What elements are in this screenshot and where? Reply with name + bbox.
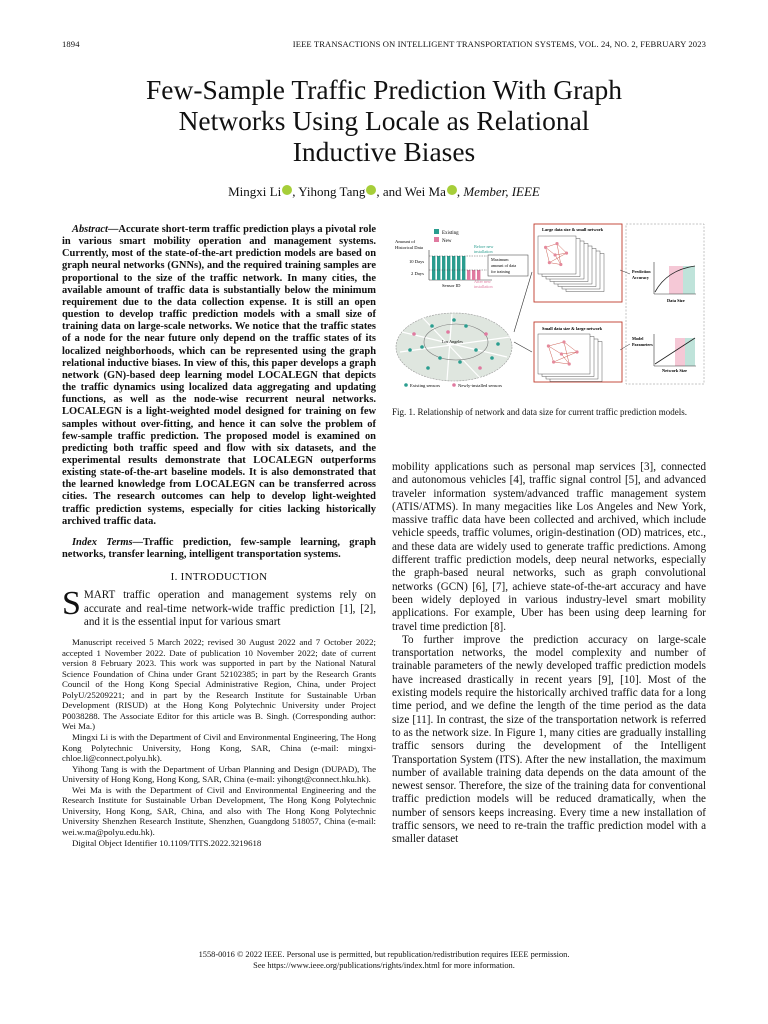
sensor-pin bbox=[474, 348, 478, 352]
y-label: Amount of bbox=[395, 239, 416, 244]
graph-node bbox=[552, 360, 555, 363]
sensor-pin bbox=[420, 345, 424, 349]
bar-existing bbox=[432, 256, 435, 280]
small-data-label: Small data size & large network bbox=[542, 326, 603, 331]
figure-caption: Fig. 1. Relationship of network and data size for current traffic prediction models. bbox=[392, 407, 688, 417]
after-label: installation bbox=[474, 284, 493, 289]
sensor-pin bbox=[464, 324, 468, 328]
doi-line[interactable]: Digital Object Identifier 10.1109/TITS.2022.3219618 bbox=[72, 837, 262, 848]
bar-existing bbox=[452, 256, 455, 280]
max-label: Maximum bbox=[491, 257, 509, 262]
sensor-pin bbox=[438, 356, 442, 360]
bar-new bbox=[467, 270, 470, 280]
data-size-label: Data Size bbox=[667, 298, 685, 303]
author-line: Mingxi Li , Yihong Tang , and Wei Ma , Member, IEEE bbox=[228, 184, 540, 199]
sensor-pin bbox=[430, 324, 434, 328]
graph-layer bbox=[538, 236, 576, 274]
pred-label: Prediction bbox=[632, 269, 651, 274]
sensor-pin bbox=[478, 366, 482, 370]
right-column bbox=[392, 461, 706, 847]
orcid-icon[interactable] bbox=[282, 185, 292, 195]
author-name: , and Wei Ma bbox=[376, 184, 446, 199]
figure-1 bbox=[392, 222, 706, 398]
graph-node bbox=[559, 263, 562, 266]
paragraph: mobility applications such as personal map services [3], connected and autonomous vehicles [4], traffic signal control [5], and advanced traveler information system/advanced traffic management system (ATIS/ATMS). In many megacities like Los Angeles and New York, massive traffic data have been collected and archived, which include vehicle speeds, traffic volumes, origin-destination (OD) matrices, etc., and these data are widely used to generate traffic predictions. Among different traffic prediction models, deep neural networks, especially the graph-based neural networks, such as graph convolutional networks (GCN) [6], [7], achieve state-of-the-art accuracy and have been widely deployed in various industry-level smart mobility applications. For example, Uber has been using deep learning for travel time prediction [8]. bbox=[392, 461, 706, 633]
graph-node bbox=[560, 352, 563, 355]
footnotes bbox=[62, 637, 376, 848]
graph-node bbox=[568, 362, 571, 365]
graph-node bbox=[554, 253, 557, 256]
model-label: Model bbox=[632, 336, 644, 341]
bar-existing bbox=[447, 256, 450, 280]
legend-new: New bbox=[442, 239, 452, 244]
orcid-icon[interactable] bbox=[447, 185, 457, 195]
legend-existing-sensors: Existing sensors bbox=[410, 383, 440, 388]
graph-node bbox=[548, 261, 551, 264]
footnote: Yihong Tang is with the Department of Urban Planning and Design (DUPAD), The University of Hong Kong, Hong Kong, SAR, China (e-mail: yihongt@connect.hku.hk). bbox=[62, 763, 376, 785]
sensor-pin bbox=[446, 330, 450, 334]
paper-title: Few-Sample Traffic Prediction With Graph Networks Using Locale as Relational Inductive Biases bbox=[145, 74, 622, 167]
sensor-pin bbox=[412, 332, 416, 336]
history-bars bbox=[429, 256, 487, 280]
legend-existing-swatch bbox=[434, 229, 439, 234]
footnote: Mingxi Li is with the Department of Civil and Environmental Engineering, The Hong Kong Polytechnic University, Hong Kong, SAR, China (e-mail: mingxi-chloe.li@connect.polyu.hk). bbox=[62, 732, 376, 764]
before-label: installation bbox=[474, 249, 493, 254]
tick-10-days: 10 Days bbox=[409, 259, 425, 264]
drop-cap: S bbox=[62, 585, 81, 623]
abstract: Abstract—Accurate short-term traffic prediction plays a pivotal role in various smart mobility operation and management systems. Currently, most of the state-of-the-art prediction models are based on graph neural networks (GNNs), and the required training samples are proportional to the size of the traffic network. In many cities, the available amount of traffic data is substantially below the minimum requirement due to the data collection expense. It is still an open question to develop traffic prediction models with a small size of training data on large-scale networks. We notice that the traffic states of a node for the near future only depend on the traffic states of its localized neighborhoods, which can be represented using the graph relational inductive biases. In view of this, this paper develops a graph network (GN)-based deep learning model LOCALEGN that depicts the traffic dynamics using localized data aggregating and updating functions, as well as the node-wise recurrent neural networks. LOCALEGN is a light-weighted model designed for training on few samples without over-fitting, and hence it can solve the problem of few-sample traffic prediction. The proposed model is examined on predicting both traffic speed and flow with six datasets, and the experimental results demonstrate that LOCALEGN outperforms existing state-of-the-art baseline models. It is also demonstrated that the learned knowledge from LOCALEGN can be transferred across cities. The research outcomes can help to develop light-weighted traffic prediction systems, especially for cities lacking historically archived traffic data. bbox=[62, 224, 376, 527]
map-label: Los Angeles bbox=[442, 339, 463, 344]
page-number: 1894 bbox=[62, 39, 80, 49]
author-name: Mingxi Li bbox=[228, 184, 282, 199]
pred-label: Accuracy bbox=[632, 275, 649, 280]
max-label: amount of data bbox=[491, 263, 517, 268]
sensor-pin bbox=[426, 366, 430, 370]
bar-existing bbox=[442, 256, 445, 280]
graph-node bbox=[555, 242, 558, 245]
model-label: Parameters bbox=[632, 342, 653, 347]
left-column bbox=[62, 224, 376, 848]
footnote: Wei Ma is with the Department of Civil and Environmental Engineering and the Research Institute for Sustainable Urban Development, The Hong Kong Polytechnic University, Hong Kong, SAR, China, and also with The Hong Kong Polytechnic University Shenzhen Research Institute, Shenzhen, Guangdong 518057, China (e-mail: wei.w.ma@polyu.edu.hk). bbox=[62, 784, 376, 837]
before-label: Before new bbox=[474, 244, 494, 249]
legend-new-swatch bbox=[434, 237, 439, 242]
tick-2-days: 2 Days bbox=[411, 271, 424, 276]
sensor-pin bbox=[496, 342, 500, 346]
sensor-pin bbox=[408, 348, 412, 352]
graph-stack-small bbox=[538, 334, 602, 382]
orcid-icon[interactable] bbox=[366, 185, 376, 195]
after-label: After new bbox=[474, 279, 491, 284]
section-heading: I. INTRODUCTION bbox=[170, 571, 268, 584]
new-sensor-icon bbox=[452, 383, 456, 387]
large-data-label: Large data size & small network bbox=[542, 227, 604, 232]
bar-existing bbox=[462, 256, 465, 280]
sensor-pin bbox=[458, 360, 462, 364]
copyright-footer: 1558-0016 © 2022 IEEE. Personal use is permitted, but republication/redistribution requires IEEE permission. See https://www.ieee.org/publications/rights/index.html for more information. bbox=[62, 949, 706, 971]
paragraph: To further improve the prediction accuracy on large-scale transportation networks, the model complexity and number of trainable parameters of the newly developed traffic prediction models have increased drastically in recent years [9], [10]. Most of the existing models require the historically archived traffic data for a long time period, and we define the length of the time period as the data size [11]. In contrast, the size of the transportation network is referred to as the network size. In Figure 1, many cities are gradually installing traffic sensors during the development of the Intelligent Transportation System (ITS). After the new installation, the maximum number of available training data depends on the data amount of the newest sensor. Therefore, the size of the training data for conventional traffic prediction models will be reduced dramatically, when the number of sensors keeps increasing. Every time a new installation of traffic sensors, we need to re-train the traffic prediction model with a smaller dataset bbox=[392, 633, 706, 846]
sensor-pin bbox=[452, 318, 456, 322]
x-label: Sensor ID bbox=[442, 283, 461, 288]
rights-link[interactable]: See https://www.ieee.org/publications/rights/index.html for more information. bbox=[253, 961, 515, 970]
legend-existing: Existing bbox=[442, 231, 459, 236]
graph-node bbox=[575, 350, 578, 353]
graph-node bbox=[565, 252, 568, 255]
journal-header: IEEE TRANSACTIONS ON INTELLIGENT TRANSPORTATION SYSTEMS, VOL. 24, NO. 2, FEBRUARY 2023 bbox=[292, 39, 706, 49]
existing-sensor-icon bbox=[404, 383, 408, 387]
legend-new-sensors: Newly-installed sensors bbox=[458, 383, 503, 388]
bar-existing bbox=[437, 256, 440, 280]
index-terms: Index Terms—Traffic prediction, few-sample learning, graph networks, transfer learning, intelligent transportation systems. bbox=[62, 536, 376, 561]
intro-paragraph: SMART traffic operation and management systems rely on accurate and real-time network-wide traffic prediction [1], [2], and it is the essential input for various smart bbox=[62, 585, 376, 628]
sensor-pin bbox=[490, 356, 494, 360]
graph-layer bbox=[538, 334, 590, 374]
max-label: for training bbox=[491, 269, 510, 274]
bar-existing bbox=[457, 256, 460, 280]
graph-node bbox=[547, 344, 550, 347]
sensor-pin bbox=[484, 332, 488, 336]
member-label: Member, IEEE bbox=[463, 184, 540, 199]
figure-diagram bbox=[392, 222, 706, 398]
author-name: Yihong Tang bbox=[298, 184, 366, 199]
city-map bbox=[396, 313, 512, 381]
network-size-label: Network Size bbox=[662, 368, 687, 373]
graph-node bbox=[562, 340, 565, 343]
graph-node bbox=[544, 246, 547, 249]
y-label: Historical Data bbox=[395, 245, 423, 250]
footnote: Manuscript received 5 March 2022; revised 30 August 2022 and 7 October 2022; accepted 1 November 2022. Date of publication 10 November 2022; date of current version 8 February 2023. This work was supported in part by the National Natural Science Foundation of China under Grant 52102385; in part by the Research Grants Council of the Hong Kong Special Administrative Region, China, under Project PolyU/25209221; and in part by the Research Institute for Sustainable Urban Development (RISUD) at the Hong Kong Polytechnic University under Project P0038288. The Associate Editor for this article was B. Singh. (Corresponding author: Wei Ma.) bbox=[62, 637, 376, 732]
